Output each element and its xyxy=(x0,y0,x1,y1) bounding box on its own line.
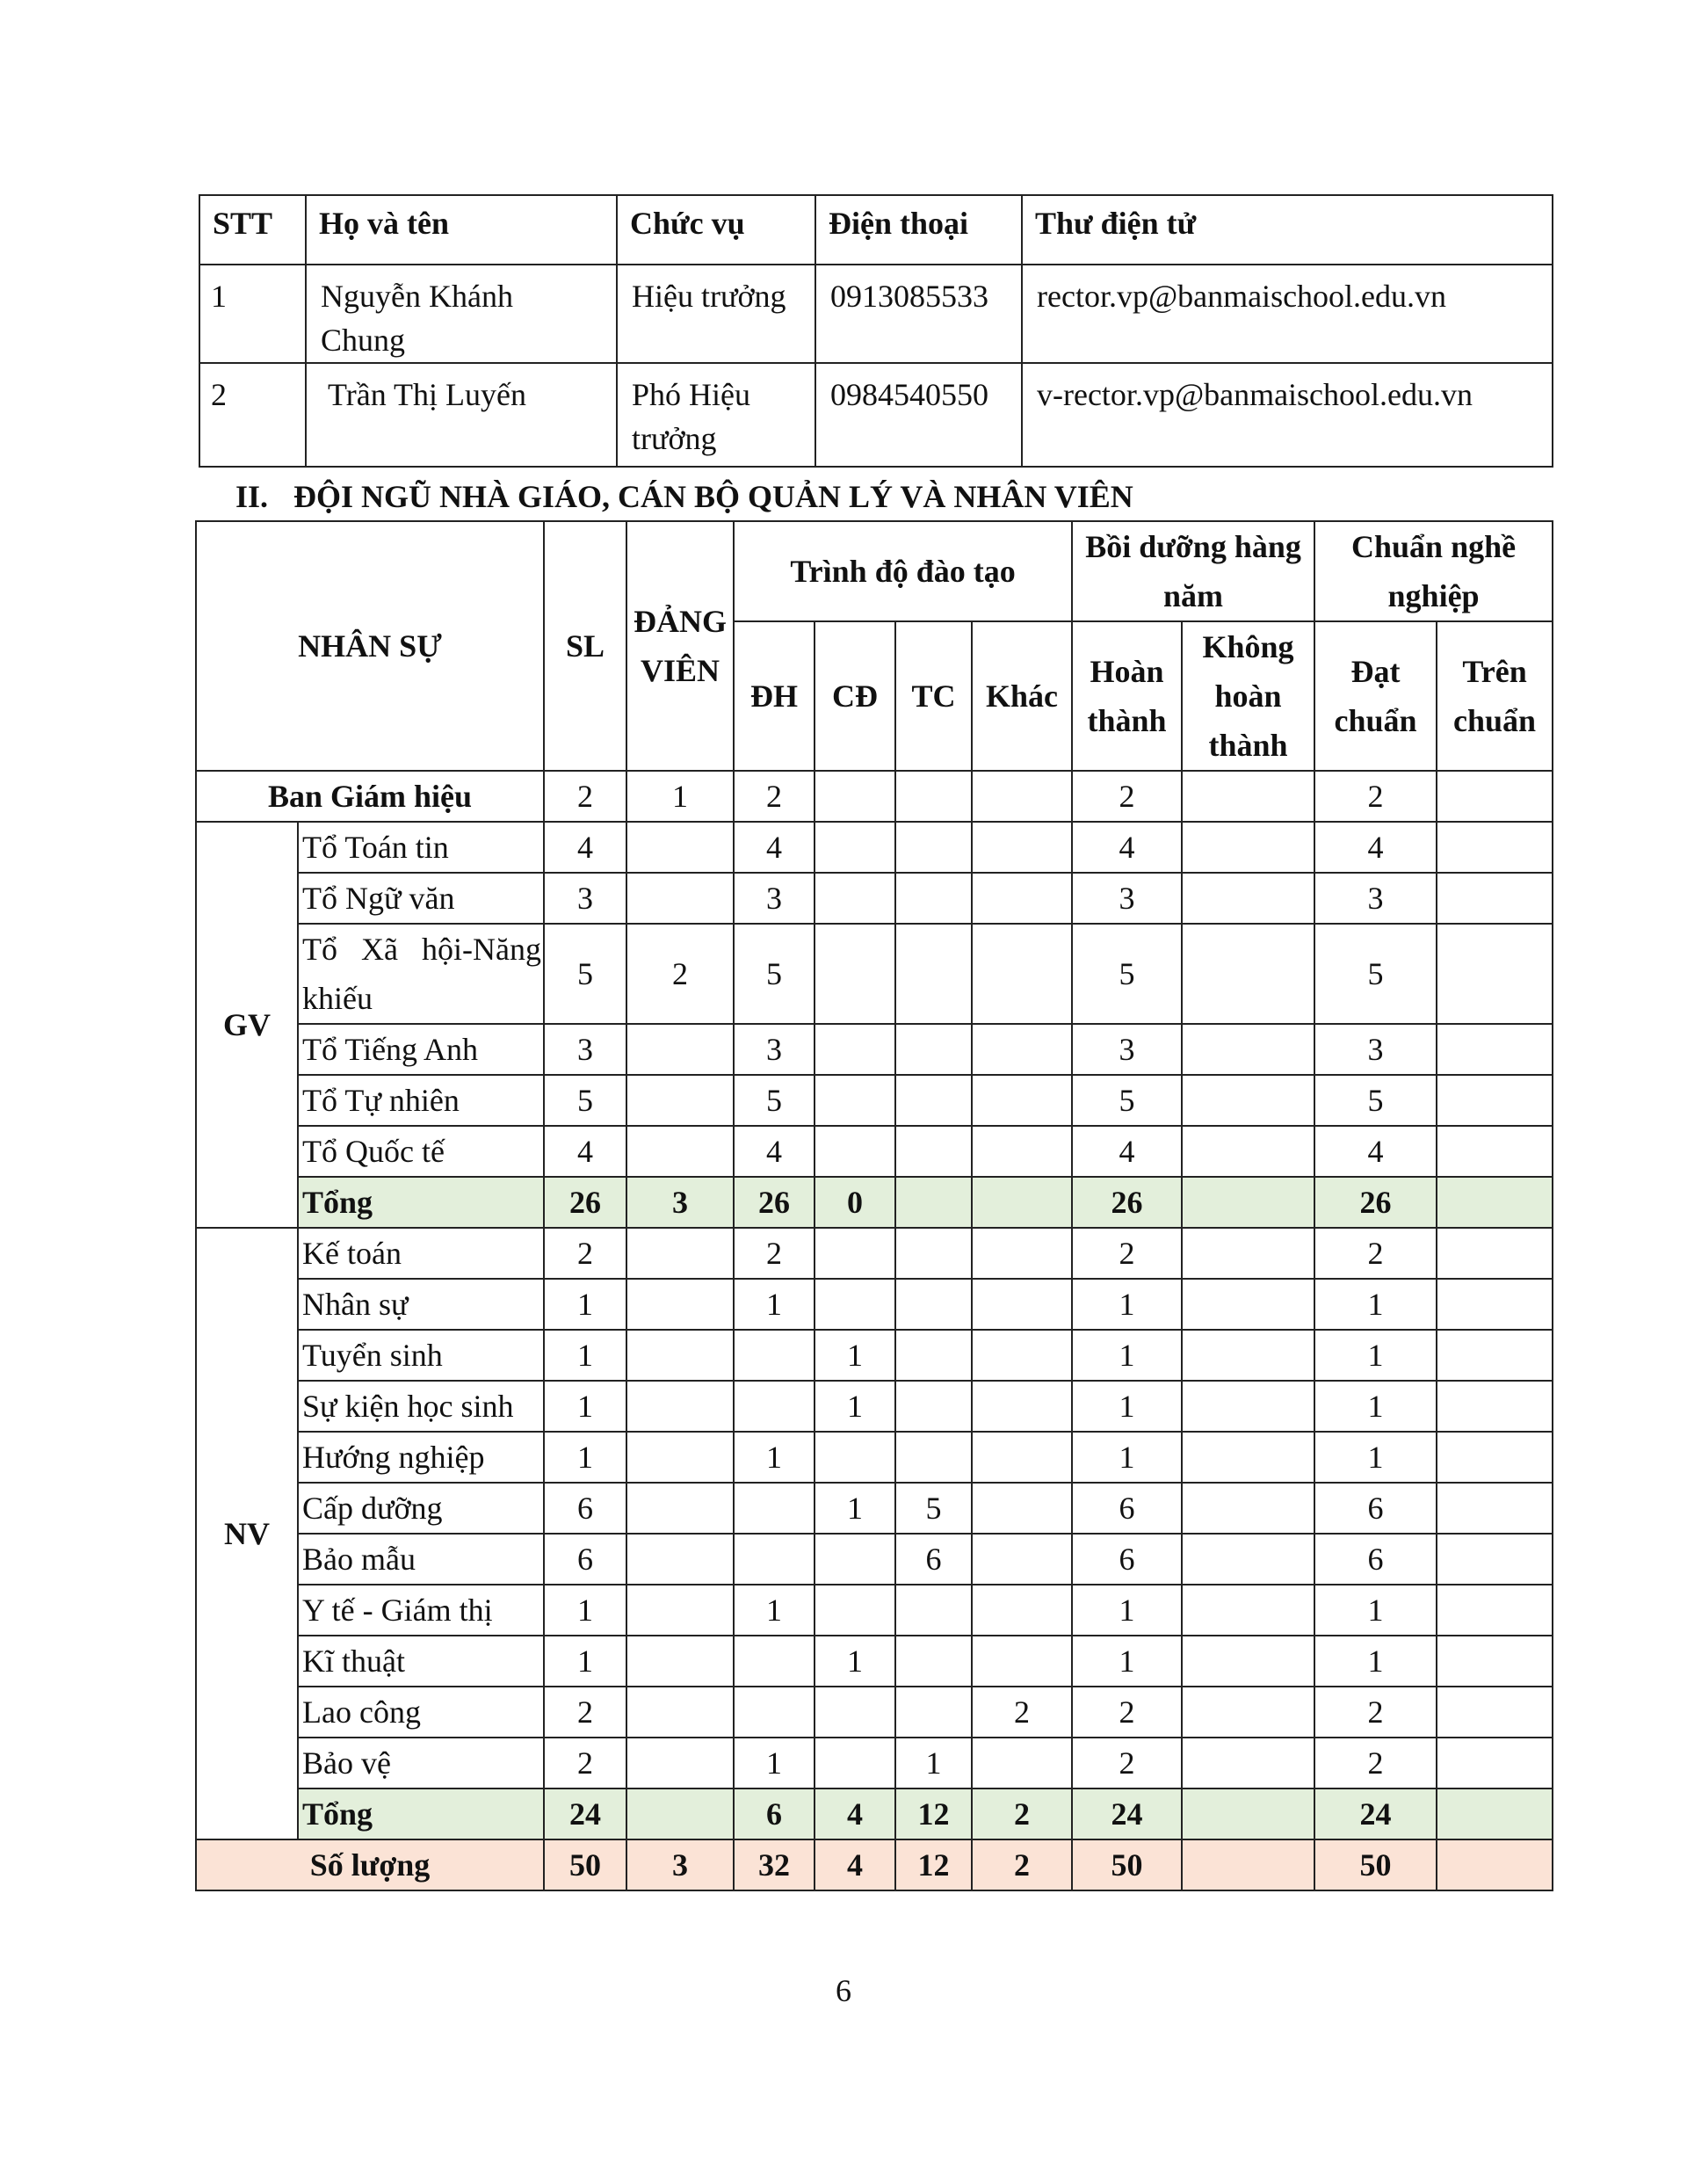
table-row xyxy=(196,1534,1553,1585)
cell: 1 xyxy=(544,1279,626,1330)
cell: 2 xyxy=(1072,1687,1182,1738)
cell: 3 xyxy=(626,1839,734,1890)
cell xyxy=(1182,1279,1314,1330)
cell: 3 xyxy=(1314,1024,1437,1075)
cell: 1 xyxy=(815,1483,895,1534)
cell: 3 xyxy=(544,1024,626,1075)
cell xyxy=(734,1534,815,1585)
cell: 4 xyxy=(544,1126,626,1177)
cell xyxy=(626,1585,734,1636)
cell: 6 xyxy=(1314,1534,1437,1585)
cell: 26 xyxy=(1314,1177,1437,1228)
table-row xyxy=(196,1585,1553,1636)
cell xyxy=(815,1738,895,1789)
table-row xyxy=(196,1228,1553,1279)
header-training-level: Trình độ đào tạo xyxy=(734,521,1072,621)
cell xyxy=(815,1432,895,1483)
cell xyxy=(972,1534,1072,1585)
section-title: ĐỘI NGŨ NHÀ GIÁO, CÁN BỘ QUẢN LÝ VÀ NHÂN VIÊN xyxy=(293,479,1133,514)
cell: 5 xyxy=(895,1483,972,1534)
header-other: Khác xyxy=(972,621,1072,771)
cell xyxy=(972,1432,1072,1483)
cell xyxy=(815,822,895,873)
cell: 1 xyxy=(895,1738,972,1789)
unit-name: Tổ Toán tin xyxy=(298,822,544,873)
cell: 3 xyxy=(734,873,815,924)
cell: 6 xyxy=(1072,1534,1182,1585)
cell xyxy=(972,1483,1072,1534)
cell xyxy=(972,1636,1072,1687)
cell xyxy=(895,1432,972,1483)
contact-email: v-rector.vp@banmaischool.edu.vn xyxy=(1022,363,1553,467)
cell xyxy=(815,1687,895,1738)
cell xyxy=(895,1228,972,1279)
unit-name: Sự kiện học sinh xyxy=(298,1381,544,1432)
contact-stt: 1 xyxy=(199,265,306,363)
cell: 4 xyxy=(734,1126,815,1177)
cell xyxy=(626,1075,734,1126)
cell: 1 xyxy=(544,1636,626,1687)
cell xyxy=(1437,873,1553,924)
cell: 2 xyxy=(544,771,626,822)
cell: 3 xyxy=(626,1177,734,1228)
table-row xyxy=(196,1330,1553,1381)
unit-name: Nhân sự xyxy=(298,1279,544,1330)
unit-name: Tuyển sinh xyxy=(298,1330,544,1381)
section-number: II. xyxy=(235,479,269,514)
header-sl: SL xyxy=(544,521,626,771)
cell: 4 xyxy=(815,1789,895,1839)
cell: 6 xyxy=(895,1534,972,1585)
cell xyxy=(895,1687,972,1738)
unit-name: Cấp dưỡng xyxy=(298,1483,544,1534)
cell: 32 xyxy=(734,1839,815,1890)
cell: 1 xyxy=(1072,1636,1182,1687)
leadership-contact-table xyxy=(199,194,1553,468)
cell xyxy=(972,1330,1072,1381)
contact-stt: 2 xyxy=(199,363,306,467)
cell xyxy=(1182,1636,1314,1687)
cell xyxy=(972,873,1072,924)
cell: 1 xyxy=(734,1279,815,1330)
contact-row xyxy=(199,363,1553,467)
unit-name: Tổ Xã hội-Năng khiếu xyxy=(298,924,544,1024)
cell xyxy=(895,771,972,822)
cell: 1 xyxy=(1314,1432,1437,1483)
header-email: Thư điện tử xyxy=(1022,195,1553,265)
cell: 12 xyxy=(895,1789,972,1839)
header-tc: TC xyxy=(895,621,972,771)
cell xyxy=(734,1381,815,1432)
cell xyxy=(1182,1177,1314,1228)
cell xyxy=(1437,1330,1553,1381)
cell xyxy=(972,1024,1072,1075)
cell: 4 xyxy=(815,1839,895,1890)
cell xyxy=(1437,1585,1553,1636)
cell xyxy=(1182,1228,1314,1279)
cell: 1 xyxy=(1314,1279,1437,1330)
cell: 1 xyxy=(1072,1279,1182,1330)
cell: 1 xyxy=(815,1330,895,1381)
cell: 6 xyxy=(1314,1483,1437,1534)
cell xyxy=(972,1738,1072,1789)
cell: 4 xyxy=(1072,822,1182,873)
unit-name: Tổ Tiếng Anh xyxy=(298,1024,544,1075)
cell: 6 xyxy=(1072,1483,1182,1534)
cell: 2 xyxy=(1314,1228,1437,1279)
cell xyxy=(626,1381,734,1432)
cell: 1 xyxy=(734,1585,815,1636)
cell: 26 xyxy=(734,1177,815,1228)
header-personnel: NHÂN SỰ xyxy=(196,521,544,771)
cell: 1 xyxy=(544,1330,626,1381)
cell xyxy=(895,1636,972,1687)
board-row xyxy=(196,771,1553,822)
cell: 2 xyxy=(734,1228,815,1279)
contact-phone: 0913085533 xyxy=(815,265,1022,363)
cell xyxy=(972,1075,1072,1126)
cell: 50 xyxy=(1072,1839,1182,1890)
cell: 2 xyxy=(972,1839,1072,1890)
cell xyxy=(1437,1381,1553,1432)
cell xyxy=(734,1483,815,1534)
table-row xyxy=(196,1636,1553,1687)
table-row xyxy=(196,1381,1553,1432)
cell xyxy=(626,1738,734,1789)
cell: 4 xyxy=(1314,1126,1437,1177)
cell xyxy=(815,771,895,822)
cell: 1 xyxy=(544,1585,626,1636)
cell xyxy=(1437,1687,1553,1738)
header-professional-standard: Chuẩn nghề nghiệp xyxy=(1314,521,1553,621)
header-not-completed: Không hoàn thành xyxy=(1182,621,1314,771)
table-row xyxy=(196,1126,1553,1177)
cell: 1 xyxy=(1314,1330,1437,1381)
header-meets-standard: Đạt chuẩn xyxy=(1314,621,1437,771)
cell xyxy=(815,924,895,1024)
cell: 5 xyxy=(544,1075,626,1126)
cell: 4 xyxy=(544,822,626,873)
section-heading xyxy=(235,475,1553,519)
cell: 5 xyxy=(1072,924,1182,1024)
table-row xyxy=(196,873,1553,924)
cell: 6 xyxy=(544,1534,626,1585)
cell xyxy=(1437,1126,1553,1177)
group-label-nv: NV xyxy=(196,1228,298,1839)
cell xyxy=(1182,1330,1314,1381)
board-label: Ban Giám hiệu xyxy=(196,771,544,822)
cell: 12 xyxy=(895,1839,972,1890)
table-row xyxy=(196,1432,1553,1483)
cell xyxy=(895,873,972,924)
contact-email: rector.vp@banmaischool.edu.vn xyxy=(1022,265,1553,363)
cell xyxy=(626,1330,734,1381)
cell: 2 xyxy=(972,1687,1072,1738)
cell: 3 xyxy=(544,873,626,924)
cell xyxy=(626,1126,734,1177)
staff-table xyxy=(195,520,1553,1891)
cell: 3 xyxy=(1314,873,1437,924)
cell: 1 xyxy=(626,771,734,822)
cell xyxy=(972,924,1072,1024)
total-label: Tổng xyxy=(298,1789,544,1839)
cell: 1 xyxy=(544,1432,626,1483)
cell: 26 xyxy=(544,1177,626,1228)
cell: 2 xyxy=(544,1687,626,1738)
cell xyxy=(1182,822,1314,873)
cell xyxy=(815,1585,895,1636)
cell xyxy=(815,1075,895,1126)
cell xyxy=(1182,1789,1314,1839)
cell xyxy=(1182,1126,1314,1177)
cell xyxy=(626,1024,734,1075)
cell xyxy=(895,1126,972,1177)
total-label: Tổng xyxy=(298,1177,544,1228)
cell xyxy=(972,1228,1072,1279)
header-party-member: ĐẢNG VIÊN xyxy=(626,521,734,771)
cell: 2 xyxy=(544,1228,626,1279)
cell xyxy=(734,1687,815,1738)
cell: 5 xyxy=(544,924,626,1024)
cell xyxy=(815,1228,895,1279)
cell: 6 xyxy=(544,1483,626,1534)
cell xyxy=(1437,1534,1553,1585)
cell xyxy=(626,822,734,873)
cell: 0 xyxy=(815,1177,895,1228)
cell: 3 xyxy=(1072,873,1182,924)
nv-total-row xyxy=(196,1789,1553,1839)
cell xyxy=(626,1789,734,1839)
header-stt: STT xyxy=(199,195,306,265)
cell xyxy=(1182,1738,1314,1789)
cell: 1 xyxy=(1314,1636,1437,1687)
cell xyxy=(895,1075,972,1126)
cell xyxy=(626,1432,734,1483)
cell xyxy=(895,1177,972,1228)
cell xyxy=(1437,1839,1553,1890)
cell: 1 xyxy=(544,1381,626,1432)
contact-position: Hiệu trưởng xyxy=(617,265,815,363)
cell xyxy=(1182,924,1314,1024)
cell xyxy=(972,1279,1072,1330)
unit-name: Bảo mẫu xyxy=(298,1534,544,1585)
cell xyxy=(815,873,895,924)
group-label-gv: GV xyxy=(196,822,298,1228)
cell: 5 xyxy=(1314,1075,1437,1126)
unit-name: Bảo vệ xyxy=(298,1738,544,1789)
header-annual-training: Bồi dưỡng hàng năm xyxy=(1072,521,1314,621)
cell: 5 xyxy=(734,1075,815,1126)
cell xyxy=(1437,1789,1553,1839)
cell xyxy=(1437,1432,1553,1483)
cell xyxy=(1182,873,1314,924)
table-row xyxy=(196,1483,1553,1534)
cell: 5 xyxy=(734,924,815,1024)
cell xyxy=(895,1024,972,1075)
cell: 2 xyxy=(544,1738,626,1789)
header-dh: ĐH xyxy=(734,621,815,771)
cell: 24 xyxy=(544,1789,626,1839)
cell: 2 xyxy=(626,924,734,1024)
cell: 1 xyxy=(815,1381,895,1432)
cell xyxy=(1437,1636,1553,1687)
cell: 50 xyxy=(1314,1839,1437,1890)
cell xyxy=(1182,1381,1314,1432)
contact-header-row xyxy=(199,195,1553,265)
cell xyxy=(626,1483,734,1534)
header-position: Chức vụ xyxy=(617,195,815,265)
cell xyxy=(626,1636,734,1687)
header-completed: Hoàn thành xyxy=(1072,621,1182,771)
cell xyxy=(1182,771,1314,822)
cell xyxy=(1182,1075,1314,1126)
table-row xyxy=(196,1738,1553,1789)
grand-total-label: Số lượng xyxy=(196,1839,544,1890)
cell: 1 xyxy=(734,1432,815,1483)
cell xyxy=(815,1279,895,1330)
cell: 3 xyxy=(734,1024,815,1075)
cell: 6 xyxy=(734,1789,815,1839)
cell: 2 xyxy=(972,1789,1072,1839)
cell xyxy=(972,771,1072,822)
cell: 1 xyxy=(734,1738,815,1789)
table-row xyxy=(196,1687,1553,1738)
cell xyxy=(1182,1432,1314,1483)
cell xyxy=(895,1381,972,1432)
cell: 24 xyxy=(1314,1789,1437,1839)
cell: 1 xyxy=(1314,1585,1437,1636)
cell xyxy=(1437,1738,1553,1789)
cell xyxy=(1437,1279,1553,1330)
cell xyxy=(972,1126,1072,1177)
page-number: 6 xyxy=(836,1973,851,2008)
cell xyxy=(1182,1839,1314,1890)
unit-name: Tổ Ngữ văn xyxy=(298,873,544,924)
cell: 3 xyxy=(1072,1024,1182,1075)
cell: 24 xyxy=(1072,1789,1182,1839)
table-row xyxy=(196,924,1553,1024)
cell: 2 xyxy=(1072,1228,1182,1279)
cell xyxy=(895,822,972,873)
cell xyxy=(1437,1075,1553,1126)
cell: 26 xyxy=(1072,1177,1182,1228)
cell xyxy=(972,822,1072,873)
unit-name: Kĩ thuật xyxy=(298,1636,544,1687)
unit-name: Tổ Tự nhiên xyxy=(298,1075,544,1126)
contact-position: Phó Hiệu trưởng xyxy=(617,363,815,467)
gv-total-row xyxy=(196,1177,1553,1228)
staff-header-row-1 xyxy=(196,521,1553,621)
cell xyxy=(1182,1024,1314,1075)
header-name: Họ và tên xyxy=(306,195,617,265)
cell: 2 xyxy=(1072,1738,1182,1789)
cell: 2 xyxy=(734,771,815,822)
unit-name: Tổ Quốc tế xyxy=(298,1126,544,1177)
cell xyxy=(1437,771,1553,822)
cell: 2 xyxy=(1314,1738,1437,1789)
cell xyxy=(1437,1177,1553,1228)
cell xyxy=(1437,1024,1553,1075)
cell: 2 xyxy=(1314,1687,1437,1738)
cell xyxy=(626,873,734,924)
header-above-standard: Trên chuẩn xyxy=(1437,621,1553,771)
header-phone: Điện thoại xyxy=(815,195,1022,265)
table-row xyxy=(196,1075,1553,1126)
cell: 1 xyxy=(1072,1330,1182,1381)
cell xyxy=(734,1330,815,1381)
cell: 50 xyxy=(544,1839,626,1890)
cell xyxy=(1437,924,1553,1024)
cell xyxy=(1437,1228,1553,1279)
cell: 1 xyxy=(1314,1381,1437,1432)
unit-name: Lao công xyxy=(298,1687,544,1738)
cell: 1 xyxy=(1072,1381,1182,1432)
contact-name: Nguyễn Khánh Chung xyxy=(306,265,617,363)
cell xyxy=(815,1024,895,1075)
cell: 5 xyxy=(1072,1075,1182,1126)
cell: 4 xyxy=(734,822,815,873)
header-cd: CĐ xyxy=(815,621,895,771)
cell xyxy=(626,1534,734,1585)
cell xyxy=(1437,1483,1553,1534)
cell: 5 xyxy=(1314,924,1437,1024)
cell xyxy=(626,1279,734,1330)
cell xyxy=(1182,1687,1314,1738)
cell xyxy=(626,1228,734,1279)
cell xyxy=(972,1585,1072,1636)
cell: 2 xyxy=(1314,771,1437,822)
unit-name: Hướng nghiệp xyxy=(298,1432,544,1483)
cell: 2 xyxy=(1072,771,1182,822)
cell xyxy=(1182,1534,1314,1585)
cell: 1 xyxy=(815,1636,895,1687)
contact-phone: 0984540550 xyxy=(815,363,1022,467)
contact-row xyxy=(199,265,1553,363)
cell xyxy=(895,1330,972,1381)
cell xyxy=(972,1381,1072,1432)
cell: 4 xyxy=(1314,822,1437,873)
cell: 1 xyxy=(1072,1432,1182,1483)
cell: 4 xyxy=(1072,1126,1182,1177)
cell xyxy=(1182,1585,1314,1636)
cell xyxy=(815,1126,895,1177)
cell xyxy=(972,1177,1072,1228)
cell xyxy=(895,924,972,1024)
table-row xyxy=(196,822,1553,873)
cell xyxy=(815,1534,895,1585)
cell: 1 xyxy=(1072,1585,1182,1636)
cell xyxy=(1437,822,1553,873)
cell xyxy=(1182,1483,1314,1534)
table-row xyxy=(196,1024,1553,1075)
cell xyxy=(895,1279,972,1330)
unit-name: Y tế - Giám thị xyxy=(298,1585,544,1636)
cell xyxy=(895,1585,972,1636)
cell xyxy=(734,1636,815,1687)
table-row xyxy=(196,1279,1553,1330)
cell xyxy=(626,1687,734,1738)
contact-name: Trần Thị Luyến xyxy=(306,363,617,467)
unit-name: Kế toán xyxy=(298,1228,544,1279)
grand-total-row xyxy=(196,1839,1553,1890)
